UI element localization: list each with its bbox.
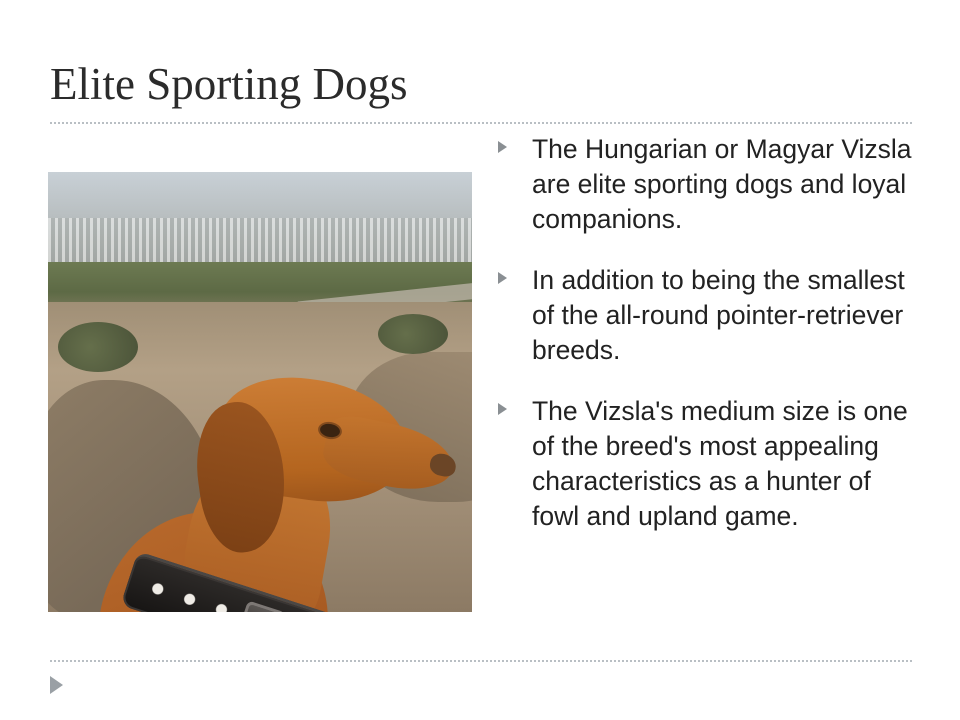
bullet-text: The Vizsla's medium size is one of the breed's most appealing characteristics as a hunter of fowl and upland game. [532,396,908,531]
list-item [492,132,912,237]
triangle-right-icon [498,141,507,153]
page-title: Elite Sporting Dogs [50,59,408,109]
bullet-text: The Hungarian or Magyar Vizsla are elite sporting dogs and loyal companions. [532,134,912,234]
bullet-list [492,132,912,560]
vizsla-dog-photo [48,172,472,612]
dog-figure [68,362,468,612]
triangle-right-icon [498,272,507,284]
list-item [492,263,912,368]
title-area [50,56,910,122]
triangle-right-icon [498,403,507,415]
footer-divider [50,660,912,662]
title-divider [50,122,912,124]
photo-shrub-right [378,314,448,354]
list-item [492,394,912,534]
bullet-text: In addition to being the smallest of the all-round pointer-retriever breeds. [532,265,905,365]
triangle-right-icon [50,676,63,694]
